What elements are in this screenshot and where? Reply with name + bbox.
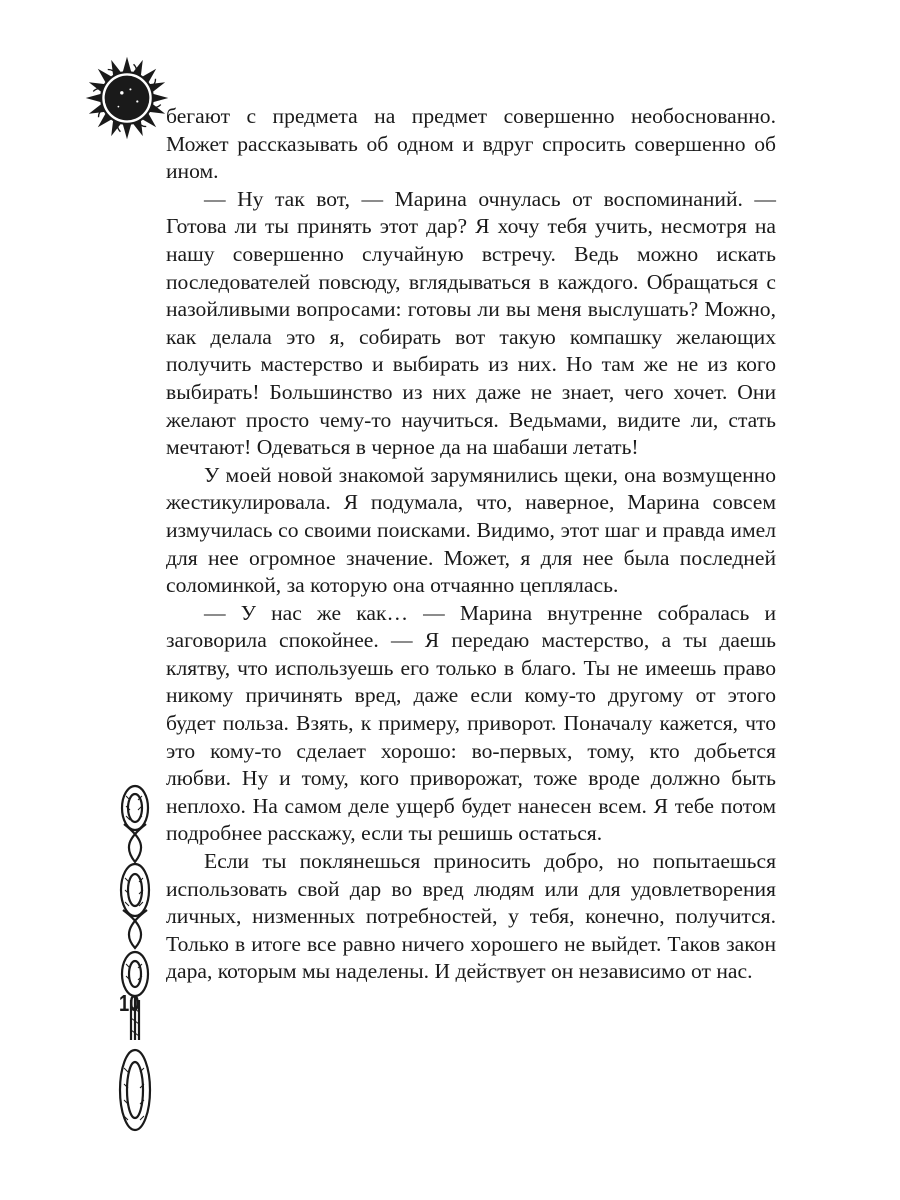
paragraph: — У нас же как… — Марина внутренне собралась и заговорила спокойнее. — Я передаю мастерство, а ты даешь клятву, что используешь его только в благо. Ты не имеешь право никому причинять вред, даже если кому-то другому от этого будет польза. Взять, к примеру, приворот. Поначалу кажется, что это кому-то сделает хорошо: во-первых, тому, кто добьется любви. Ну и тому, кого приворожат, тоже вроде должно быть неплохо. На самом деле ущерб будет нанесен всем. Я тебе потом подробнее расскажу, если ты решишь остаться. (166, 600, 776, 846)
paragraph: бегают с предмета на предмет совершенно необоснованно. Может рассказывать об одном и вдруг спросить совершенно об ином. (166, 104, 776, 184)
rope-knot-ornament-icon (112, 778, 158, 1148)
paragraph: Если ты поклянешься приносить добро, но попытаешься использовать свой дар во вред людям или для удовлетворения личных, низменных потребностей, у тебя, конечно, получится. Только в итоге все равно ничего хорошего не выйдет. Таков закон дара, которым мы наделены. И действует он независимо от нас. (166, 849, 776, 984)
page-number: 10 (119, 990, 140, 1016)
paragraph: У моей новой знакомой зарумянились щеки, она возмущенно жестикулировала. Я подумала, что, наверное, Марина совсем измучилась со своими поисками. Видимо, этот шаг и правда имел для нее огромное значение. Может, я для нее была последней соломинкой, за которую она отчаянно цеплялась. (166, 462, 776, 598)
sun-moon-ornament-icon (84, 55, 170, 141)
body-text (166, 103, 776, 986)
paragraph: — Ну так вот, — Марина очнулась от воспоминаний. — Готова ли ты принять этот дар? Я хочу тебя учить, несмотря на нашу совершенно случайную встречу. Ведь можно искать последователей повсюду, вглядываться в каждого. Обращаться с назойливыми вопросами: готовы ли вы меня выслушать? Можно, как делала это я, собирать вот такую компашку желающих получить мастерство и выбирать из них. Но там же не из кого выбирать! Большинство из них даже не знает, чего хочет. Они желают просто чему-то научиться. Ведьмами, видите ли, стать мечтают! Одеваться в черное да на шабаши летать! (166, 186, 776, 460)
